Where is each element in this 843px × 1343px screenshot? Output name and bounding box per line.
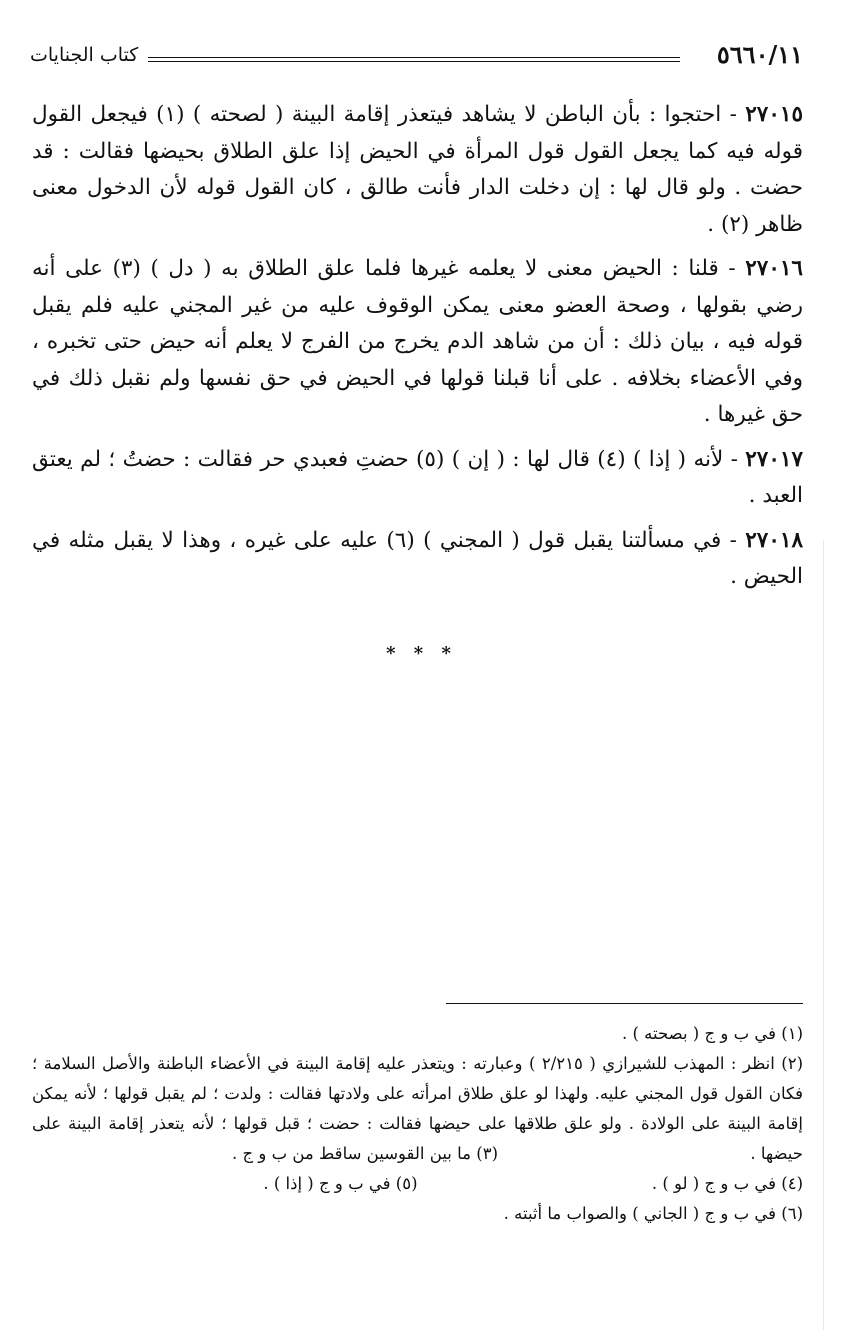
footnote-4: (٤) في ب و ج ( لو ) .: [651, 1174, 803, 1193]
scan-margin-line: [823, 540, 824, 1330]
paragraph-text: - قلنا : الحيض معنى لا يعلمه غيرها فلما علق الطلاق به ( دل ) (٣) على أنه رضي بقولها ، وصحة العضو معنى يمكن الوقوف عليه من غير المجني عليه فلم يقبل قوله فيه ، بيان ذلك : أن من شاهد الدم يخرج من الفرج لا يعلم أنه حيض حتى تخبره ، وفي الأعضاء بخلافه . على أنا قبلنا قولها في الحيض في حق نفسها ولم نقبل ذلك في حق غيرها .: [32, 256, 803, 427]
footnote-6: (٦) في ب و ج ( الجاني ) والصواب ما أثبته .: [503, 1204, 803, 1223]
paragraph-number: ٢٧٠١٦: [745, 256, 803, 281]
paragraph-text: - لأنه ( إذا ) (٤) قال لها : ( إن ) (٥) حضتِ فعبدي حر فقالت : حضتُ ؛ لم يعتق العبد .: [32, 446, 803, 508]
paragraph-text: - في مسألتنا يقبل قول ( المجني ) (٦) عليه على غيره ، وهذا لا يقبل مثله في الحيض .: [32, 527, 803, 589]
paragraph-27016: [32, 251, 803, 434]
paragraph-number: ٢٧٠١٥: [745, 102, 803, 127]
running-header: [30, 40, 803, 80]
paragraph-27017: [32, 442, 803, 515]
book-title: كتاب الجنايات: [30, 44, 139, 66]
footnote-3: (٣) ما بين القوسين ساقط من ب و ج .: [232, 1144, 498, 1163]
paragraph-text: - احتجوا : بأن الباطن لا يشاهد فيتعذر إقامة البينة ( لصحته ) (١) فيجعل القول قوله فيه كما يجعل القول قول المرأة في الحيض إذا علق الطلاق بحيضها فقالت : قد حضت . ولو قال لها : إن دخلت الدار فأنت طالق ، كان القول قوله لأن الدخول معنى ظاهر (٢) .: [32, 102, 803, 237]
paragraph-27015: [32, 97, 803, 243]
footnotes: [32, 1019, 803, 1229]
footnote-row: [32, 1169, 803, 1199]
footnote-1: (١) في ب و ج ( بصحته ) .: [622, 1024, 803, 1043]
main-text: [32, 97, 803, 604]
footnote-2: (٢) انظر : المهذب للشيرازي ( ٢/٢١٥ ) وعبارته : ويتعذر عليه إقامة البينة في الأعضاء الباطنة والأصل السلامة ؛ فكان القول قول المجني عليه. ولهذا لو علق طلاق امرأته على ولادتها فقالت : ولدت ؛ لم يقبل قولها ؛ لأنه يمكن إقامة البينة على الولادة . ولو علق طلاقها على حيضها فقالت : حضت ؛ قبل قولها ؛ لأنه يتعذر إقامة البينة على حيضها . (٣) ما بين القوسين ساقط من ب و ج .: [32, 1049, 803, 1169]
paragraph-27018: [32, 523, 803, 596]
section-separator: * * *: [386, 643, 457, 664]
footnote-rule: [446, 1003, 803, 1004]
paragraph-number: ٢٧٠١٨: [745, 527, 803, 553]
footnote-5: (٥) في ب و ج ( إذا ) .: [263, 1174, 418, 1193]
header-double-rule: [148, 57, 680, 62]
page-number: ٥٦٦٠/١١: [716, 40, 803, 69]
paragraph-number: ٢٧٠١٧: [745, 446, 803, 472]
